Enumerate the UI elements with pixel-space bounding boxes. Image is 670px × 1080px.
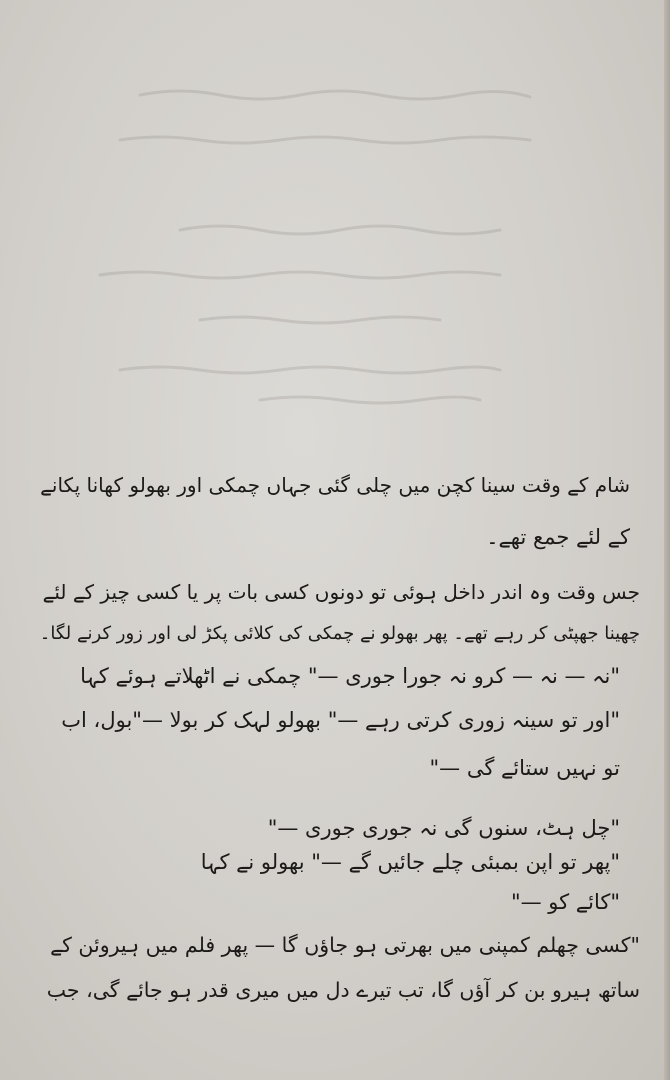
text-line-9: "پھر تو اپن بمبئی چلے جائیں گے —" بھولو نے کہا — [200, 850, 620, 874]
text-line-7: تو نہیں ستائے گی —" — [429, 756, 620, 780]
text-line-11: "کسی چھلم کمپنی میں بھرتی ہو جاؤں گا — پھر فلم میں ہیروئن کے — [50, 933, 640, 957]
text-line-6: "اور تو سینہ زوری کرتی رہے —" بھولو لہک کر بولا —"بول، اب — [61, 708, 620, 732]
text-line-8: "چل ہٹ، سنوں گی نہ جوری جوری —" — [267, 816, 620, 840]
text-line-5: "نہ — نہ — کرو نہ جورا جوری —" چمکی نے اٹھلاتے ہوئے کہا — [80, 664, 620, 688]
text-line-3: جس وقت وہ اندر داخل ہوئی تو دونوں کسی بات پر یا کسی چیز کے لئے — [42, 580, 640, 604]
text-line-1: شام کے وقت سینا کچن میں چلی گئی جہاں چمکی اور بھولو کھانا پکانے — [40, 473, 630, 497]
text-line-12: ساتھ ہیرو بن کر آؤں گا، تب تیرے دل میں میری قدر ہو جائے گی، جب — [46, 978, 640, 1002]
page-edge — [664, 0, 670, 1080]
bleed-through-text — [60, 70, 620, 420]
text-line-4: چھینا جھپٹی کر رہے تھے۔ پھر بھولو نے چمکی کی کلائی پکڑ لی اور زور کرنے لگا۔ — [39, 623, 640, 644]
text-line-2: کے لئے جمع تھے۔ — [486, 525, 630, 549]
text-line-10: "کائے کو —" — [510, 890, 620, 914]
